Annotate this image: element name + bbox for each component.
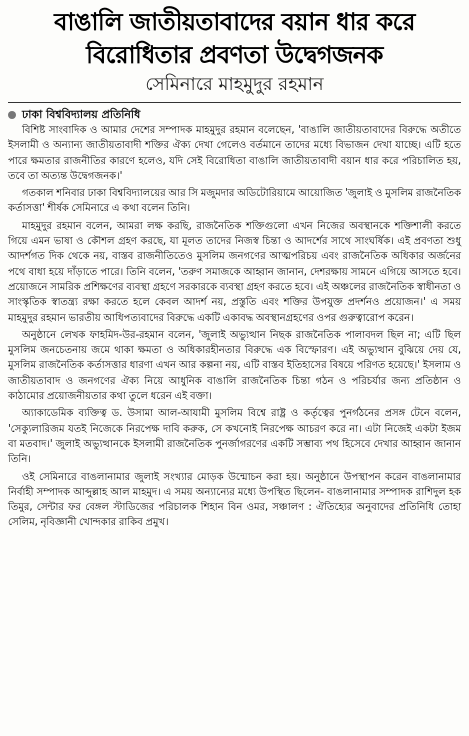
- paragraph: অ্যাকাডেমিক ব্যক্তিত্ব ড. উসামা আল-আযামী মুসলিম বিশ্বে রাষ্ট্র ও কর্তৃত্বের পুনর্গঠনের প্রসঙ্গ টেনে বলেন, 'সেক্যুলারিজম যতই নিজেকে নিরপেক্ষ দাবি করুক, সে কখনোই নিরপেক্ষ আচরণ করে না। এটা নিজেই একটা ইজম বা মতবাদ।' জুলাই অভ্যুত্থানকে ইসলামী রাজনৈতিক পুনর্জাগরণের একটি সম্ভাব্য পথ হিসেবে দেখার আহ্বান জানান তিনি।: [8, 408, 461, 466]
- byline-text: ঢাকা বিশ্ববিদ্যালয় প্রতিনিধি: [22, 108, 141, 121]
- paragraph: অনুষ্ঠানে লেখক ফাহমিদ-উর-রহমান বলেন, 'জুলাই অভ্যুত্থান নিছক রাজনৈতিক পালাবদল ছিল না; এটি ছিল মুসলিম জনচেতনায় জমে থাকা ক্ষমতা ও অধিকারহীনতার বিরুদ্ধে এক বিস্ফোরণ। এই অভ্যুত্থান বুঝিয়ে দেয় যে, মুসলিম রাজনৈতিক কর্তাসত্তার ধারণা এখন আর কল্পনা নয়, এটি বাস্তব ইতিহাসের বিষয়ে পরিণত হয়েছে।' ইসলাম ও জাতীয়তাবাদ ও জনগণের ঐক্য নিয়ে আধুনিক বাঙালি রাজনৈতিক চিন্তা গঠন ও পরিচর্যার জন্য প্রতিষ্ঠান ও কাঠামোর প্রয়োজনীয়তার কথা তুলে ধরেন এই বক্তা।: [8, 329, 461, 403]
- paragraph: ওই সেমিনারে বাঙলানামার জুলাই সংখ্যার মোড়ক উন্মোচন করা হয়। অনুষ্ঠানে উপস্থাপন করেন বাঙলানামার নির্বাহী সম্পাদক আব্দুল্লাহ আল মাহমুদ। এ সময় অন্যান্যের মধ্যে উপস্থিত ছিলেন- বাঙলানামার সম্পাদক রাশিদুল হক তিমুর, সেন্টার ফর বেঙ্গল স্টাডিজের পরিচালক শিহান বিন ওমর, সঞ্চালণ : ঐতিহ্যের অনুবাদের প্রতিনিধি তোহা সেলিম, নৃবিজ্ঞানী খোন্দকার রাকিব প্রমুখ।: [8, 471, 461, 529]
- headline-line-2: বিরোধিতার প্রবণতা উদ্বেগজনক: [86, 41, 383, 69]
- divider: [8, 102, 461, 103]
- subheadline: সেমিনারে মাহমুদুর রহমান: [145, 74, 324, 95]
- paragraph: মাহমুদুর রহমান বলেন, আমরা লক্ষ করছি, রাজনৈতিক শক্তিগুলো এখন নিজের অবস্থানকে শক্তিশালী করতে গিয়ে এমন ভাষা ও কৌশল গ্রহণ করছে, যা মূলত তাদের নিজস্ব চিন্তা ও আদর্শের সাথে সাংঘর্ষিক। এই প্রবণতা শুধু আদর্শগত দিক থেকে নয়, বাস্তব রাজনীতিতেও মুসলিম জনগণের আত্মপরিচয় এবং রাজনৈতিক অধিকার অর্জনের পথে বাধা হয়ে দাঁড়াতে পারে। তিনি বলেন, 'তরুণ সমাজকে আহ্বান জানান, দেশরক্ষায় সামনে এগিয়ে আসতে হবে। প্রয়োজনে সামরিক প্রশিক্ষণের ব্যবস্থা গ্রহণে সরকারকে ব্যবস্থা গ্রহণ করতে হবে। এই অঞ্চলের রাজনৈতিক স্বাধীনতা ও সাংস্কৃতিক স্বাতন্ত্র্য রক্ষা করতে হলে কেবল আদর্শ নয়, প্রস্তুতি এবং শক্তির উপযুক্ত প্রদর্শনও প্রয়োজন।' এ সময় মাহমুদুর রহমান ভারতীয় আধিপত্যবাদের বিরুদ্ধে একটি একাবদ্ধ অবস্থানগ্রহণের ওপর গুরুত্বারোপ করেন।: [8, 220, 461, 324]
- paragraph: বিশিষ্ট সাংবাদিক ও আমার দেশের সম্পাদক মাহমুদুর রহমান বলেছেন, 'বাঙালি জাতীয়তাবাদের বিরুদ্ধে অতীতে ইসলামী ও অন্যান্য জাতীয়তাবাদী শক্তির ঐক্য দেখা গেলেও বর্তমানে তাদের মধ্যে বিভাজন দেখা যাচ্ছে। এটি হতে পারে ক্ষমতার রাজনীতির কারণে হলেও, যদি সেই বিরোধিতা বাঙালি জাতীয়তাবাদী বয়ান ধার করে পরিচালিত হয়, তবে তা অত্যন্ত উদ্বেগজনক।': [8, 125, 461, 182]
- headline: [8, 6, 461, 72]
- bullet-icon: [8, 111, 16, 119]
- headline-line-1: বাঙালি জাতীয়তাবাদের বয়ান ধার করে: [54, 8, 415, 36]
- byline: [8, 107, 461, 122]
- paragraph: গতকাল শনিবার ঢাকা বিশ্ববিদ্যালয়ের আর সি মজুমদার অডিটোরিয়ামে আয়োজিত 'জুলাই ও মুসলিম রাজনৈতিক কর্তাসত্তা' শীর্ষক সেমিনারে এ কথা বলেন তিনি।: [8, 188, 461, 215]
